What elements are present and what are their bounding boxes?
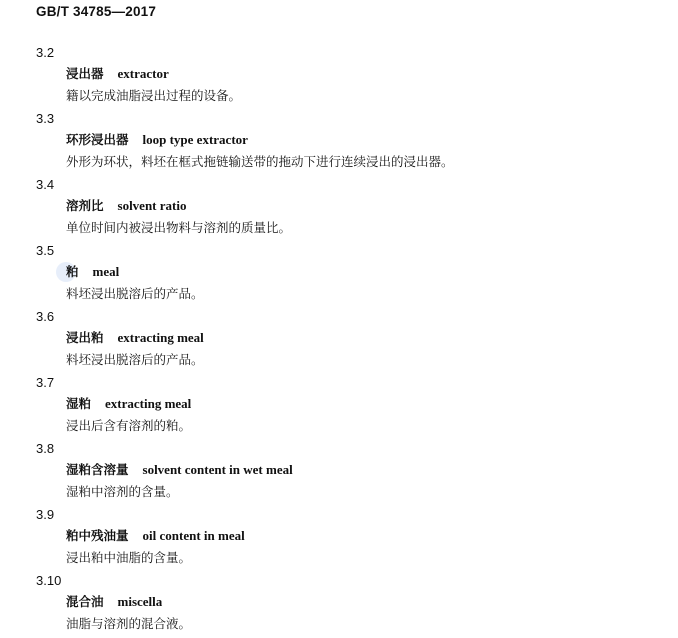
term-heading: [66, 395, 191, 413]
term-entry-3-2: [0, 44, 678, 110]
standard-code-header: GB/T 34785—2017: [36, 4, 157, 19]
term-english: miscella: [117, 594, 163, 609]
term-heading: [66, 527, 245, 545]
term-heading: [66, 593, 162, 611]
term-english: solvent content in wet meal: [142, 462, 293, 477]
term-english: extracting meal: [105, 396, 192, 411]
term-entry-3-9: [0, 506, 678, 572]
term-definition: 料坯浸出脱溶后的产品。: [66, 286, 204, 301]
term-definition: 籍以完成油脂浸出过程的设备。: [66, 88, 242, 103]
term-entry-3-6: [0, 308, 678, 374]
term-definition: 料坯浸出脱溶后的产品。: [66, 352, 204, 367]
term-chinese: 环形浸出器: [66, 132, 129, 147]
clause-number: 3.6: [36, 309, 55, 324]
term-definition: 湿粕中溶剂的含量。: [66, 484, 179, 499]
term-heading: [66, 65, 169, 83]
term-chinese: 粕: [66, 264, 79, 279]
term-entry-3-7: [0, 374, 678, 440]
clause-number: 3.10: [36, 573, 62, 588]
term-heading: [66, 461, 293, 479]
term-english: solvent ratio: [117, 198, 187, 213]
term-heading: [66, 329, 204, 347]
term-english: loop type extractor: [142, 132, 248, 147]
term-entry-3-10: [0, 572, 678, 638]
term-english: oil content in meal: [142, 528, 245, 543]
clause-number: 3.4: [36, 177, 55, 192]
term-chinese: 溶剂比: [66, 198, 104, 213]
term-chinese: 湿粕含溶量: [66, 462, 129, 477]
term-entry-3-4: [0, 176, 678, 242]
term-chinese: 混合油: [66, 594, 104, 609]
term-definition: 油脂与溶剂的混合液。: [66, 616, 192, 631]
term-entry-3-3: [0, 110, 678, 176]
term-chinese: 粕中残油量: [66, 528, 129, 543]
clause-number: 3.7: [36, 375, 55, 390]
clause-number: 3.9: [36, 507, 55, 522]
term-heading: [66, 197, 186, 215]
term-definition: 浸出粕中油脂的含量。: [66, 550, 192, 565]
clause-number: 3.2: [36, 45, 55, 60]
term-definition: 浸出后含有溶剂的粕。: [66, 418, 192, 433]
term-heading: [66, 263, 119, 281]
term-entry-3-8: [0, 440, 678, 506]
term-definition: 单位时间内被浸出物料与溶剂的质量比。: [66, 220, 292, 235]
term-chinese: 浸出器: [66, 66, 104, 81]
term-english: extractor: [117, 66, 169, 81]
term-heading: [66, 131, 248, 149]
term-entry-3-5: [0, 242, 678, 308]
term-chinese: 浸出粕: [66, 330, 104, 345]
term-english: meal: [92, 264, 120, 279]
term-english: extracting meal: [117, 330, 204, 345]
clause-number: 3.5: [36, 243, 55, 258]
term-definition: 外形为环状，料坯在框式拖链输送带的拖动下进行连续浸出的浸出器。: [66, 154, 454, 169]
clause-number: 3.8: [36, 441, 55, 456]
clause-number: 3.3: [36, 111, 55, 126]
term-chinese: 湿粕: [66, 396, 92, 411]
